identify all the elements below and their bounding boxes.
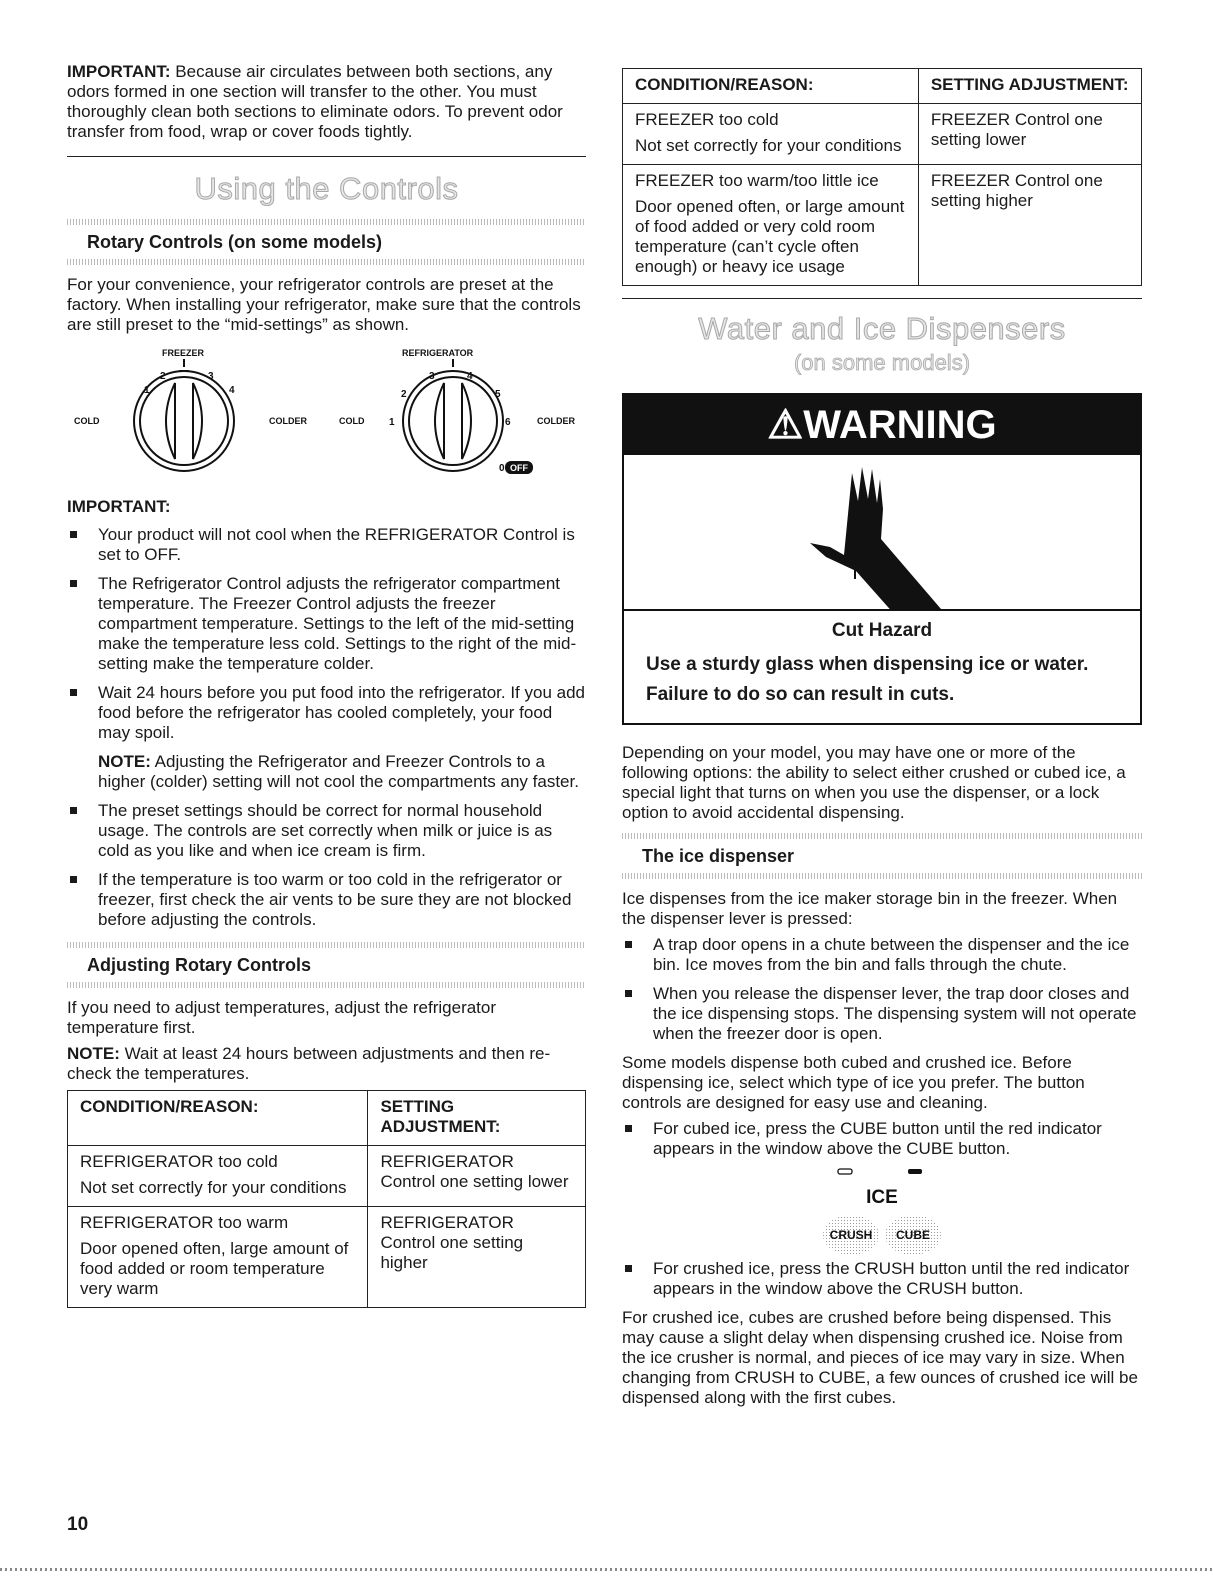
rotary-intro: For your convenience, your refrigerator controls are preset at the factory. When installing your refrigerator, make sure that the controls are still preset to the “mid-settings” as shown. [67, 275, 581, 334]
freezer-num-2: 2 [160, 371, 166, 382]
refrigerator-num-0: 0 [499, 463, 505, 474]
freezer-dial-label: FREEZER [162, 348, 205, 358]
setting: FREEZER Control one setting higher [918, 165, 1141, 286]
closing-text: For crushed ice, cubes are crushed before being dispensed. This may cause a slight delay when dispensing crushed ice. Noise from the ice crusher is normal, and pieces of ice may vary in size. When changing from CRUSH to CUBE, a few ounces of crushed ice will be dispensed along with the first cubes. [622, 1308, 1138, 1407]
freezer-num-3: 3 [208, 371, 214, 382]
section-subtitle: (on some models) [793, 350, 971, 375]
list-item: Your product will not cool when the REFRIGERATOR Control is set to OFF. [67, 525, 586, 565]
ice-dispenser-heading: The ice dispenser [642, 846, 795, 866]
hatch-divider [67, 982, 586, 988]
page-number: 10 [67, 1514, 89, 1535]
hazard-title: Cut Hazard [831, 620, 933, 641]
list-item: For cubed ice, press the CUBE button until the red indicator appears in the window above the CUBE button. [622, 1119, 1142, 1159]
dials-svg [67, 343, 586, 493]
crush-button-label: CRUSH [829, 1228, 873, 1242]
reason: Not set correctly for your conditions [80, 1178, 347, 1197]
table-row [68, 1207, 586, 1308]
important-intro [67, 62, 586, 142]
right-column [622, 68, 1142, 1414]
ice-control-panel [622, 1163, 1142, 1259]
note-text: Wait at least 24 hours between adjustments and then re-check the temperatures. [67, 1044, 551, 1083]
important-label: IMPORTANT: [67, 62, 171, 81]
freezer-adjustment-table [622, 68, 1142, 286]
section-title-controls: Using the Controls [194, 171, 459, 206]
left-column [67, 62, 586, 1308]
table-header-setting: SETTING ADJUSTMENT: [368, 1091, 586, 1146]
freezer-colder-label: COLDER [269, 416, 307, 426]
setting: REFRIGERATOR Control one setting higher [368, 1207, 586, 1308]
condition: FREEZER too warm/too little ice [635, 171, 879, 190]
ice-label: ICE [866, 1187, 898, 1208]
reason: Door opened often, or large amount of food added or very cold room temperature (can’t cycle often enough) or heavy ice usage [635, 197, 905, 276]
warning-triangle-icon: ⚠ [767, 403, 804, 447]
warning-box [622, 393, 1142, 725]
refrigerator-num-2: 2 [401, 389, 407, 400]
setting: FREEZER Control one setting lower [918, 104, 1141, 165]
refrigerator-knob [403, 371, 503, 471]
hatch-divider [622, 873, 1142, 879]
preset-bullets [67, 801, 586, 930]
divider [67, 156, 586, 157]
off-label: OFF [510, 463, 528, 473]
important-bullets [67, 525, 586, 743]
control-dials-diagram [67, 343, 586, 493]
bottom-border [0, 1568, 1213, 1571]
condition: REFRIGERATOR too cold [80, 1152, 278, 1171]
list-item: When you release the dispenser lever, the trap door closes and the ice dispensing stops. The dispensing system will not operate when the freezer door is open. [622, 984, 1142, 1044]
reason: Not set correctly for your conditions [635, 136, 902, 155]
condition: REFRIGERATOR too warm [80, 1213, 289, 1232]
divider [622, 298, 1142, 299]
ice-dispenser-text: Ice dispenses from the ice maker storage bin in the freezer. When the dispenser lever is pressed: [622, 889, 1118, 928]
warning-line-1: Use a sturdy glass when dispensing ice or water. [646, 654, 1089, 675]
important-intro-text: Because air circulates between both sections, any odors formed in one section will transfer to the other. You must thoroughly clean both sections to eliminate odors. To prevent odor transfer from food, wrap or cover foods tightly. [67, 62, 563, 141]
crush-indicator-icon [838, 1169, 852, 1174]
table-row [623, 165, 1142, 286]
table-row [623, 104, 1142, 165]
list-item: Wait 24 hours before you put food into the refrigerator. If you add food before the refrigerator has cooled completely, your food may spoil. [67, 683, 586, 743]
cut-hazard-icon [624, 455, 1140, 609]
refrigerator-num-5: 5 [495, 389, 501, 400]
freezer-knob [134, 371, 234, 471]
list-item: The Refrigerator Control adjusts the refrigerator compartment temperature. The Freezer Control adjusts the freezer compartment temperature. Settings to the left of the mid-setting make the temperature less cold. Settings to the right of the mid-setting make the temperature colder. [67, 574, 586, 674]
warning-banner [624, 395, 1140, 455]
note-label: NOTE: [67, 1044, 120, 1063]
refrigerator-adjustment-table [67, 1090, 586, 1308]
ice-bullets [622, 935, 1142, 1044]
table-row [68, 1146, 586, 1207]
note-recheck [67, 1044, 586, 1084]
cubed-bullet-list [622, 1119, 1142, 1159]
table-header-setting: SETTING ADJUSTMENT: [918, 69, 1141, 104]
important-heading: IMPORTANT: [67, 497, 171, 516]
warning-banner-text: WARNING [803, 403, 997, 447]
note-text: Adjusting the Refrigerator and Freezer Controls to a higher (colder) setting will not cool the compartments any faster. [98, 752, 579, 791]
list-item: The preset settings should be correct for normal household usage. The controls are set correctly when milk or juice is as cold as you like and when ice cream is firm. [67, 801, 586, 861]
hatch-divider [67, 259, 586, 265]
freezer-num-1: 1 [144, 385, 150, 396]
freezer-cold-label: COLD [74, 416, 100, 426]
crushed-bullet-list [622, 1259, 1142, 1299]
section-title-dispensers: Water and Ice Dispensers [698, 311, 1066, 346]
setting: REFRIGERATOR Control one setting lower [368, 1146, 586, 1207]
table-header-condition: CONDITION/REASON: [68, 1091, 368, 1146]
dispenser-intro: Depending on your model, you may have one or more of the following options: the ability to select either crushed or cubed ice, a special light that turns on when you use the dispenser, or a lock option to avoid accidental dispensing. [622, 743, 1126, 822]
note-label: NOTE: [98, 752, 151, 771]
refrigerator-dial-label: REFRIGERATOR [402, 348, 474, 358]
refrigerator-num-6: 6 [505, 417, 511, 428]
cube-button-label: CUBE [895, 1228, 931, 1242]
warning-line-2: Failure to do so can result in cuts. [646, 684, 955, 705]
adjusting-text: If you need to adjust temperatures, adjust the refrigerator temperature first. [67, 998, 497, 1037]
rotary-heading: Rotary Controls (on some models) [87, 232, 383, 252]
refrigerator-num-1: 1 [389, 417, 395, 428]
refrigerator-cold-label: COLD [339, 416, 365, 426]
refrigerator-colder-label: COLDER [537, 416, 575, 426]
table-header-condition: CONDITION/REASON: [623, 69, 919, 104]
adjusting-heading: Adjusting Rotary Controls [87, 955, 311, 975]
reason: Door opened often, large amount of food added or room temperature very warm [80, 1239, 349, 1298]
condition: FREEZER too cold [635, 110, 779, 129]
refrigerator-num-4: 4 [467, 371, 473, 382]
cut-hazard-image [624, 455, 1140, 611]
list-item: For crushed ice, press the CRUSH button until the red indicator appears in the window above the CRUSH button. [622, 1259, 1142, 1299]
ice-panel-svg [622, 1163, 1142, 1259]
freezer-num-4: 4 [229, 385, 235, 396]
note-adjusting [67, 752, 586, 792]
warning-text [624, 611, 1140, 723]
models-text: Some models dispense both cubed and crushed ice. Before dispensing ice, select which type of ice you prefer. The button controls are designed for easy use and cleaning. [622, 1053, 1085, 1112]
list-item: If the temperature is too warm or too cold in the refrigerator or freezer, first check the air vents to be sure they are not blocked before adjusting the controls. [67, 870, 586, 930]
list-item: A trap door opens in a chute between the dispenser and the ice bin. Ice moves from the bin and falls through the chute. [622, 935, 1142, 975]
refrigerator-num-3: 3 [429, 371, 435, 382]
cube-indicator-icon [908, 1169, 922, 1174]
